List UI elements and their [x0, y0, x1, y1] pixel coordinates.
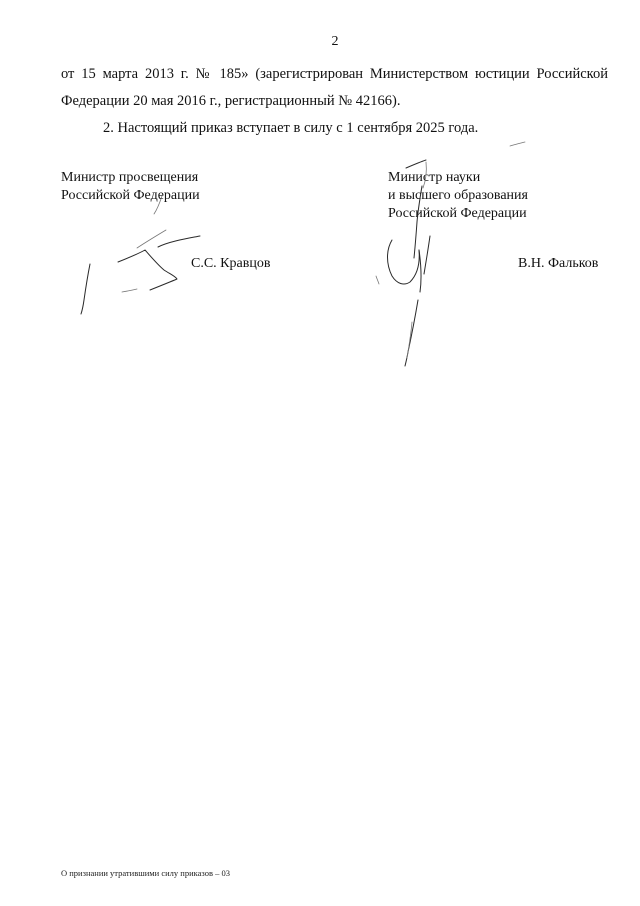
page-number: 2 — [331, 34, 339, 49]
signatory-right-name: В.Н. Фальков — [518, 256, 599, 271]
signatory-right-title-line-2: и высшего образования — [388, 188, 528, 203]
signatory-right-title — [388, 169, 528, 223]
signatory-left-title — [61, 169, 200, 205]
signatory-left-name: С.С. Кравцов — [191, 256, 271, 271]
paragraph-effective-date: 2. Настоящий приказ вступает в силу с 1 сентября 2025 года. — [103, 120, 479, 136]
signatory-right-title-line-1: Министр науки — [388, 170, 481, 185]
signatory-left-title-line-1: Министр просвещения — [61, 170, 199, 185]
signatory-right-title-line-3: Российской Федерации — [388, 206, 527, 221]
signatory-left-title-line-2: Российской Федерации — [61, 188, 200, 203]
paragraph-line-1: от 15 марта 2013 г. № 185» (зарегистрирован Министерством юстиции Российской — [61, 66, 608, 82]
signature-left — [81, 196, 200, 314]
paragraph-line-2: Федерации 20 мая 2016 г., регистрационный № 42166). — [61, 93, 401, 109]
document-footer: О признании утратившими силу приказов – 03 — [61, 868, 230, 878]
